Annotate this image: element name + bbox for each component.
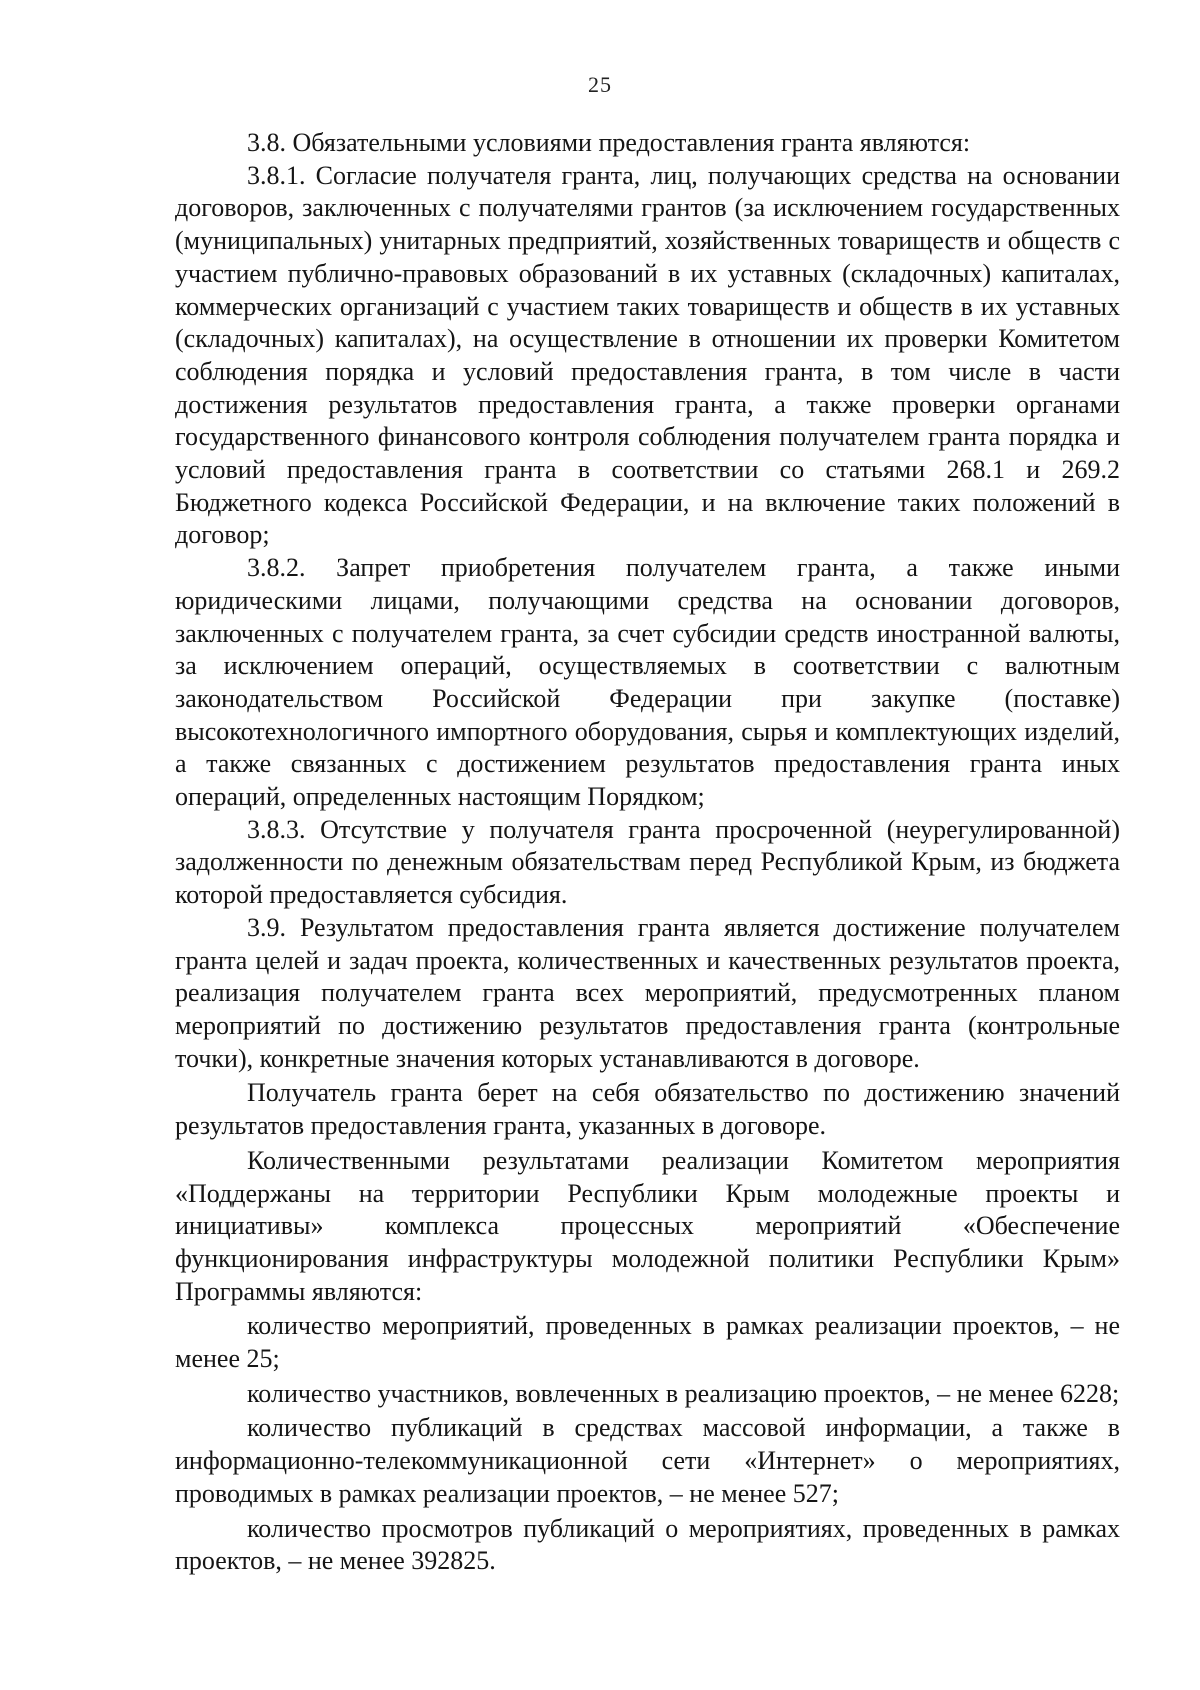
paragraph-3-8-3: 3.8.3. Отсутствие у получателя гранта просроченной (неурегулированной) задолженности по денежным обязательствам перед Республикой Крым, из бюджета которой предоставляется субсидия. xyxy=(175,814,1120,910)
list-item-publications-count: количество публикаций в средствах массовой информации, а также в информационно-телекоммуникационной сети «Интернет» о мероприятиях, проводимых в рамках реализации проектов, – не менее 527; xyxy=(175,1413,1120,1508)
paragraph-3-8-1: 3.8.1. Согласие получателя гранта, лиц, получающих средства на основании договоров, заключенных с получателями грантов (за исключением государственных (муниципальных) унитарных предприятий, хозяйственных товариществ и обществ с участием публично-правовых образований в их уставных (складочных) капиталах, коммерческих организаций с участием таких товариществ и обществ в их уставных (складочных) капиталах), на осуществление в отношении их проверки Комитетом соблюдения порядка и условий предоставления гранта, в том числе в части достижения результатов предоставления гранта, а также проверки органами государственного финансового контроля соблюдения получателем гранта порядка и условий предоставления гранта в соответствии со статьями 268.1 и 269.2 Бюджетного кодекса Российской Федерации, и на включение таких положений в договор; xyxy=(175,160,1120,550)
paragraph-3-8: 3.8. Обязательными условиями предоставления гранта являются: xyxy=(247,128,971,157)
list-item-views-count: количество просмотров публикаций о мероприятиях, проведенных в рамках проектов, – не менее 392825. xyxy=(175,1513,1120,1576)
list-item-events-count: количество мероприятий, проведенных в рамках реализации проектов, – не менее 25; xyxy=(175,1311,1120,1374)
paragraph-3-8-2: 3.8.2. Запрет приобретения получателем гранта, а также иными юридическими лицами, получающими средства на основании договоров, заключенных с получателем гранта, за счет субсидии средств иностранной валюты, за исключением операций, осуществляемых в соответствии с валютным законодательством Российской Федерации при закупке (поставке) высокотехнологичного импортного оборудования, сырья и комплектующих изделий, а также связанных с достижением результатов предоставления гранта иных операций, определенных настоящим Порядком; xyxy=(175,553,1120,812)
list-item-participants-count: количество участников, вовлеченных в реализацию проектов, – не менее 6228; xyxy=(247,1378,1120,1408)
paragraph-obligation: Получатель гранта берет на себя обязательство по достижению значений результатов предоставления гранта, указанных в договоре. xyxy=(175,1078,1120,1141)
paragraph-quantitative-results: Количественными результатами реализации Комитетом мероприятия «Поддержаны на территории Республики Крым молодежные проекты и инициативы» комплекса процессных мероприятий «Обеспечение функционирования инфраструктуры молодежной политики Республики Крым» Программы являются: xyxy=(175,1145,1120,1306)
paragraph-3-9: 3.9. Результатом предоставления гранта является достижение получателем гранта целей и задач проекта, количественных и качественных результатов проекта, реализация получателем гранта всех мероприятий, предусмотренных планом мероприятий по достижению результатов предоставления гранта (контрольные точки), конкретные значения которых устанавливаются в договоре. xyxy=(175,912,1120,1073)
page-number: 25 xyxy=(588,72,612,97)
document-body xyxy=(175,127,1120,1578)
